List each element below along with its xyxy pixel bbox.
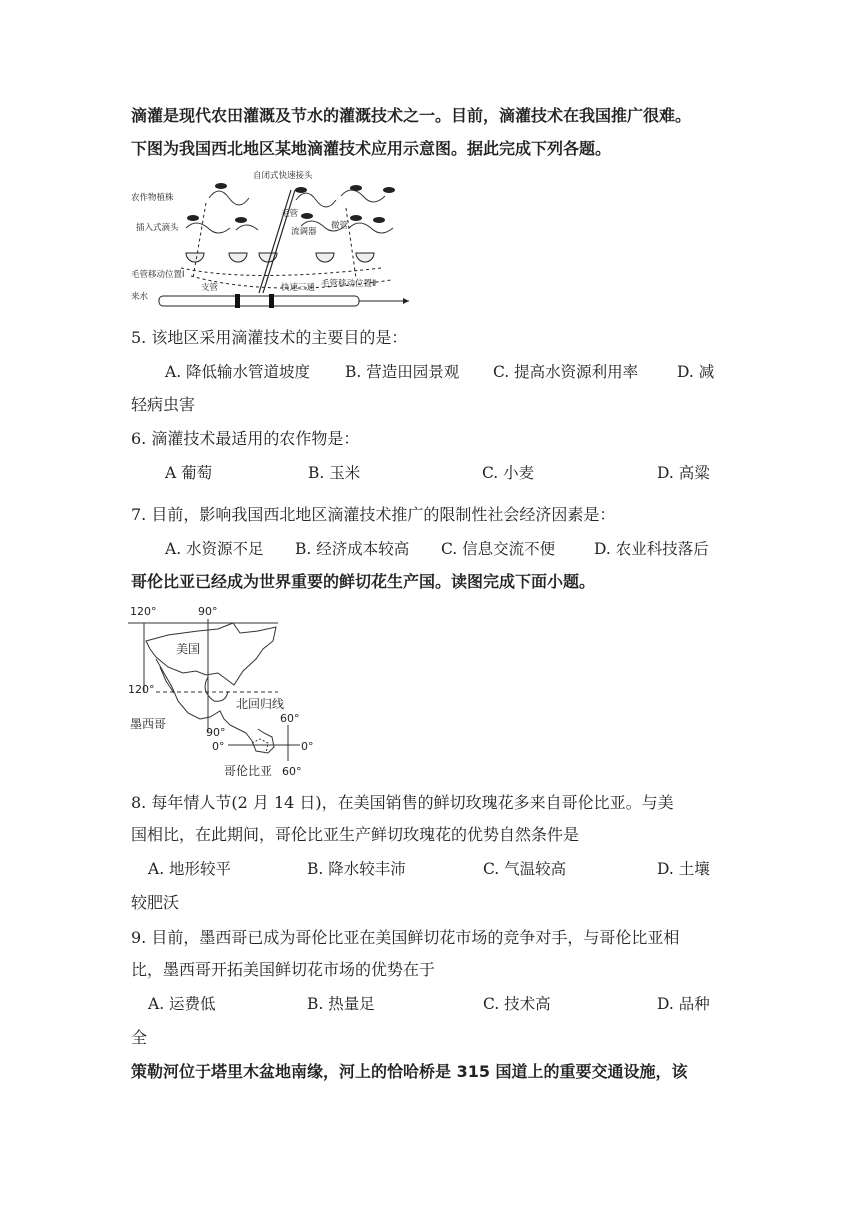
q5-option-c: C. 提高水资源利用率 [493,363,639,381]
q8-option-b: B. 降水较丰沛 [307,860,406,878]
q8-option-d: D. 土壤 [657,860,710,878]
map-lon60-bot: 60° [282,765,302,778]
intro-line-2: 下图为我国西北地区某地滴灌技术应用示意图。据此完成下列各题。 [131,139,612,158]
q7-stem: 7. 目前，影响我国西北地区滴灌技术推广的限制性社会经济因素是： [131,505,616,524]
label-crop: 农作物植株 [131,193,174,203]
americas-map [128,601,318,781]
map-colombia: 哥伦比亚 [224,764,273,778]
q6-option-a: A 葡萄 [165,464,213,482]
q6-option-c: C. 小麦 [482,464,535,482]
drip-irrigation-diagram [131,168,411,316]
q9-option-d: D. 品种 [657,995,710,1013]
label-branch: 支管 [201,283,219,293]
q9-option-d-cont: 全 [131,1028,148,1047]
map-usa: 美国 [176,642,201,656]
q8-stem-line-1: 8. 每年情人节(2 月 14 日)，在美国销售的鲜切玫瑰花多来自哥伦比亚。与美 [131,793,674,812]
q8-option-c: C. 气温较高 [483,860,567,878]
q8-stem-line-2: 国相比，在此期间，哥伦比亚生产鲜切玫瑰花的优势自然条件是 [131,825,580,844]
map-tropic: 北回归线 [236,697,285,711]
q9-option-c: C. 技术高 [483,995,551,1013]
intro-3: 策勒河位于塔里木盆地南缘，河上的恰哈桥是 315 国道上的重要交通设施，该 [131,1062,688,1081]
q5-option-a: A. 降低输水管道坡度 [165,363,311,381]
q9-option-a: A. 运费低 [148,995,216,1013]
map-eq-left: 0° [212,740,225,753]
label-pos1: 毛管移动位置Ⅰ [131,270,185,280]
americas-map-figure [128,601,318,781]
map-lon60: 60° [280,712,300,725]
map-eq-right: 0° [301,740,314,753]
label-capillary: 毛管 [281,209,299,219]
map-lon90-bot: 90° [206,726,226,739]
intro-line-1: 滴灌是现代农田灌溉及节水的灌溉技术之一。目前，滴灌技术在我国推广很难。 [131,106,692,125]
q8-option-d-cont: 较肥沃 [131,893,180,912]
map-lat120: 120° [128,683,155,696]
q6-option-b: B. 玉米 [308,464,361,482]
map-mexico: 墨西哥 [130,717,167,731]
q9-option-b: B. 热量足 [307,995,375,1013]
drip-irrigation-figure [131,168,411,316]
q5-option-d: D. 减 [677,363,715,381]
q6-option-d: D. 高粱 [657,464,710,482]
label-micro: 微管 [331,221,349,231]
map-lon90-top: 90° [198,605,218,618]
label-pos2: 毛管移动位置Ⅱ [321,279,377,289]
intro-2: 哥伦比亚已经成为世界重要的鲜切花生产国。读图完成下面小题。 [131,572,596,591]
q5-option-b: B. 营造田园景观 [345,363,460,381]
label-tee: 快速三通 [281,283,316,293]
label-dripper: 插入式滴头 [136,223,179,233]
q9-stem-line-2: 比，墨西哥开拓美国鲜切花市场的优势在于 [131,960,436,979]
q7-option-c: C. 信息交流不便 [441,540,556,558]
label-joint: 自闭式快速接头 [253,171,313,181]
q8-option-a: A. 地形较平 [148,860,232,878]
q6-stem: 6. 滴灌技术最适用的农作物是： [131,429,360,448]
q7-option-d: D. 农业科技落后 [594,540,709,558]
label-regulator: 流调器 [291,227,317,237]
q9-stem-line-1: 9. 目前，墨西哥已成为哥伦比亚在美国鲜切花市场的竞争对手，与哥伦比亚相 [131,928,680,947]
label-water: 来水 [131,292,149,302]
map-lon120-top: 120° [130,605,157,618]
q7-option-a: A. 水资源不足 [165,540,264,558]
q7-option-b: B. 经济成本较高 [295,540,410,558]
q5-stem: 5. 该地区采用滴灌技术的主要目的是： [131,328,408,347]
q5-option-d-cont: 轻病虫害 [131,395,196,414]
